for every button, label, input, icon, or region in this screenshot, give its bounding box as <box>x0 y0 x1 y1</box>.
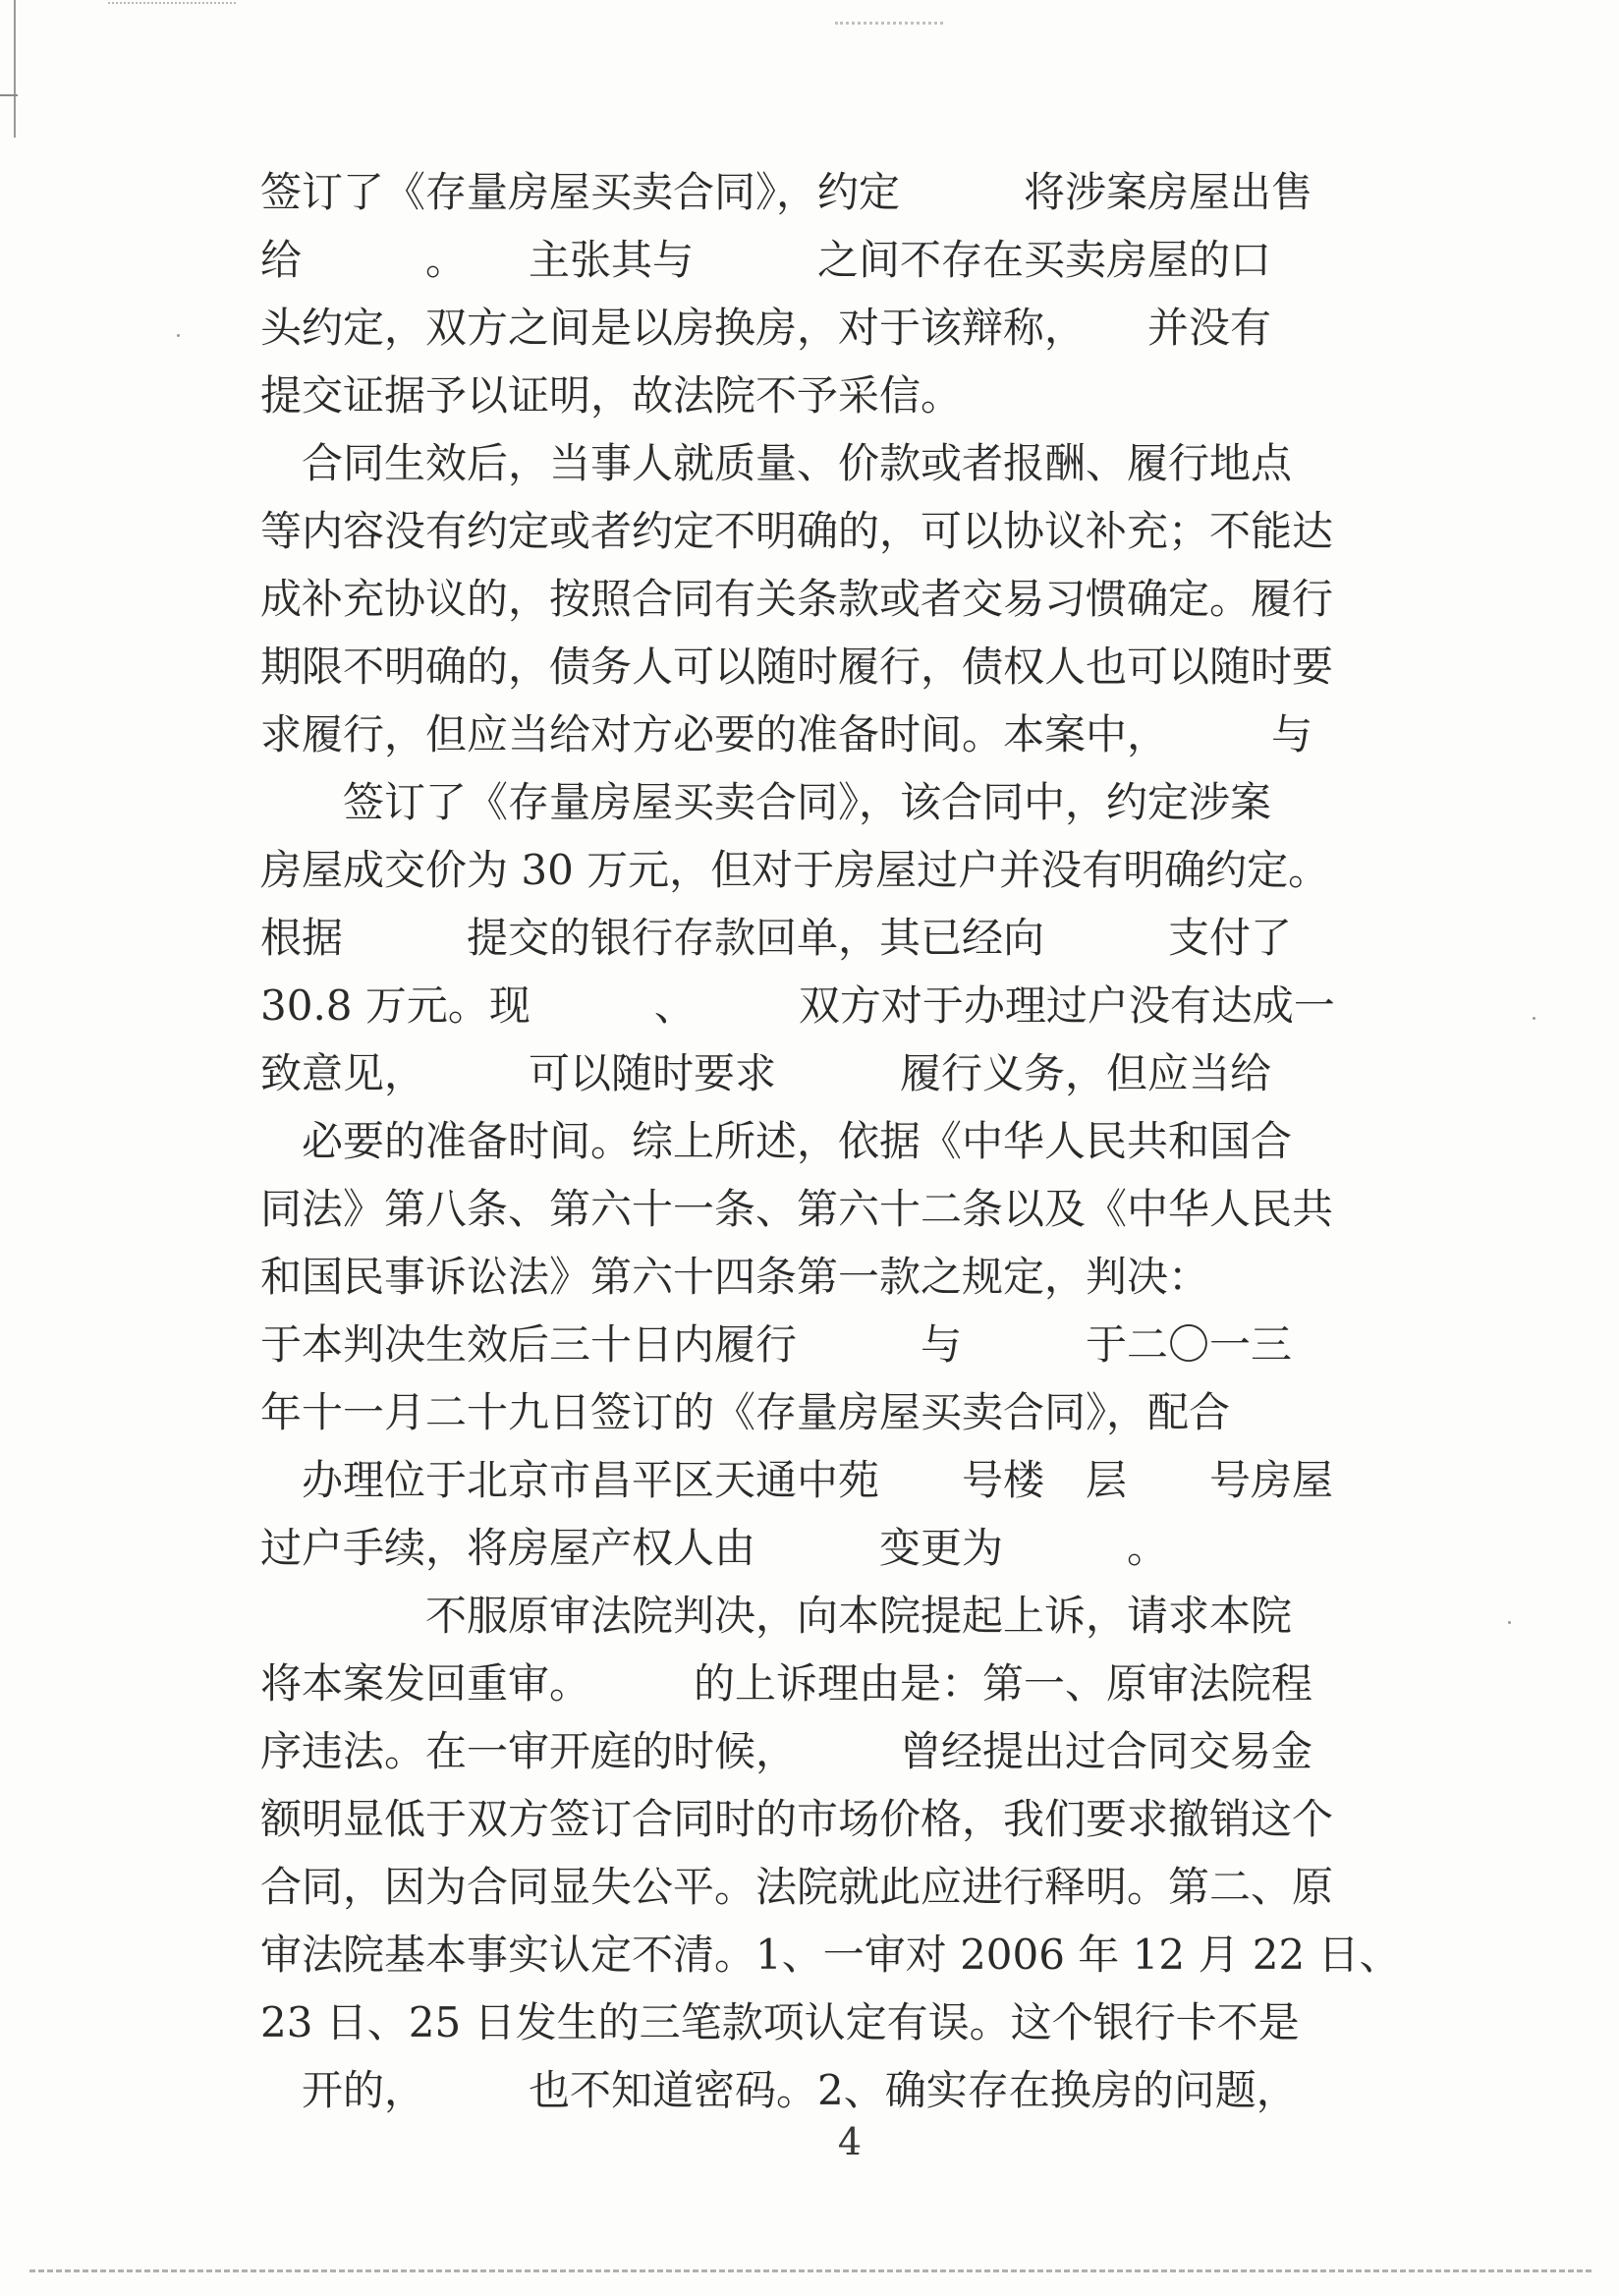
text-line: 签订了《存量房屋买卖合同》，该合同中，约定涉案 <box>260 778 1272 826</box>
text-line: 过户手续，将房屋产权人由 变更为 。 <box>260 1524 1169 1572</box>
text-line: 致意见， 可以随时要求 履行义务，但应当给 <box>260 1049 1272 1097</box>
text-line: 23 日、25 日发生的三笔款项认定有误。这个银行卡不是 <box>260 1998 1300 2046</box>
text-line: 提交证据予以证明，故法院不予采信。 <box>260 371 963 420</box>
page-number: 4 <box>837 2120 863 2163</box>
text-line: 等内容没有约定或者约定不明确的，可以协议补充；不能达 <box>260 507 1334 555</box>
text-line: 序违法。在一审开庭的时候， 曾经提出过合同交易金 <box>260 1727 1313 1775</box>
text-line: 年十一月二十九日签订的《存量房屋买卖合同》，配合 <box>260 1388 1231 1436</box>
text-line: 审法院基本事实认定不清。1、一审对 2006 年 12 月 22 日、 <box>260 1931 1401 1979</box>
text-line: 30.8 万元。现 、 双方对于办理过户没有达成一 <box>260 981 1335 1030</box>
text-line: 头约定，双方之间是以房换房，对于该辩称， 并没有 <box>260 304 1272 352</box>
text-line: 签订了《存量房屋买卖合同》，约定 将涉案房屋出售 <box>260 168 1313 216</box>
text-line: 开的， 也不知道密码。2、确实存在换房的问题， <box>260 2066 1298 2114</box>
text-line: 同法》第八条、第六十一条、第六十二条以及《中华人民共 <box>260 1185 1334 1233</box>
text-line: 求履行，但应当给对方必要的准备时间。本案中， 与 <box>260 710 1313 758</box>
text-line: 给 。 主张其与 之间不存在买卖房屋的口 <box>260 236 1272 284</box>
text-line: 不服原审法院判决，向本院提起上诉，请求本院 <box>260 1592 1293 1640</box>
text-line: 额明显低于双方签订合同时的市场价格，我们要求撤销这个 <box>260 1795 1334 1843</box>
text-line: 办理位于北京市昌平区天通中苑 号楼 层 号房屋 <box>260 1456 1334 1504</box>
text-line: 于本判决生效后三十日内履行 与 于二〇一三 <box>260 1320 1293 1369</box>
scan-bottom-edge <box>29 2269 1591 2272</box>
text-line: 房屋成交价为 30 万元，但对于房屋过户并没有明确约定。 <box>260 846 1330 894</box>
text-line: 合同，因为合同显失公平。法院就此应进行释明。第二、原 <box>260 1863 1334 1911</box>
text-line: 合同生效后，当事人就质量、价款或者报酬、履行地点 <box>260 439 1293 487</box>
text-line: 根据 提交的银行存款回单，其已经向 支付了 <box>260 914 1293 962</box>
text-line: 期限不明确的，债务人可以随时履行，债权人也可以随时要 <box>260 643 1334 691</box>
text-line: 和国民事诉讼法》第六十四条第一款之规定，判决： <box>260 1253 1210 1301</box>
text-line: 将本案发回重审。 的上诉理由是：第一、原审法院程 <box>260 1659 1313 1708</box>
text-line: 必要的准备时间。综上所述，依据《中华人民共和国合 <box>260 1117 1293 1165</box>
text-line: 成补充协议的，按照合同有关条款或者交易习惯确定。履行 <box>260 575 1334 623</box>
